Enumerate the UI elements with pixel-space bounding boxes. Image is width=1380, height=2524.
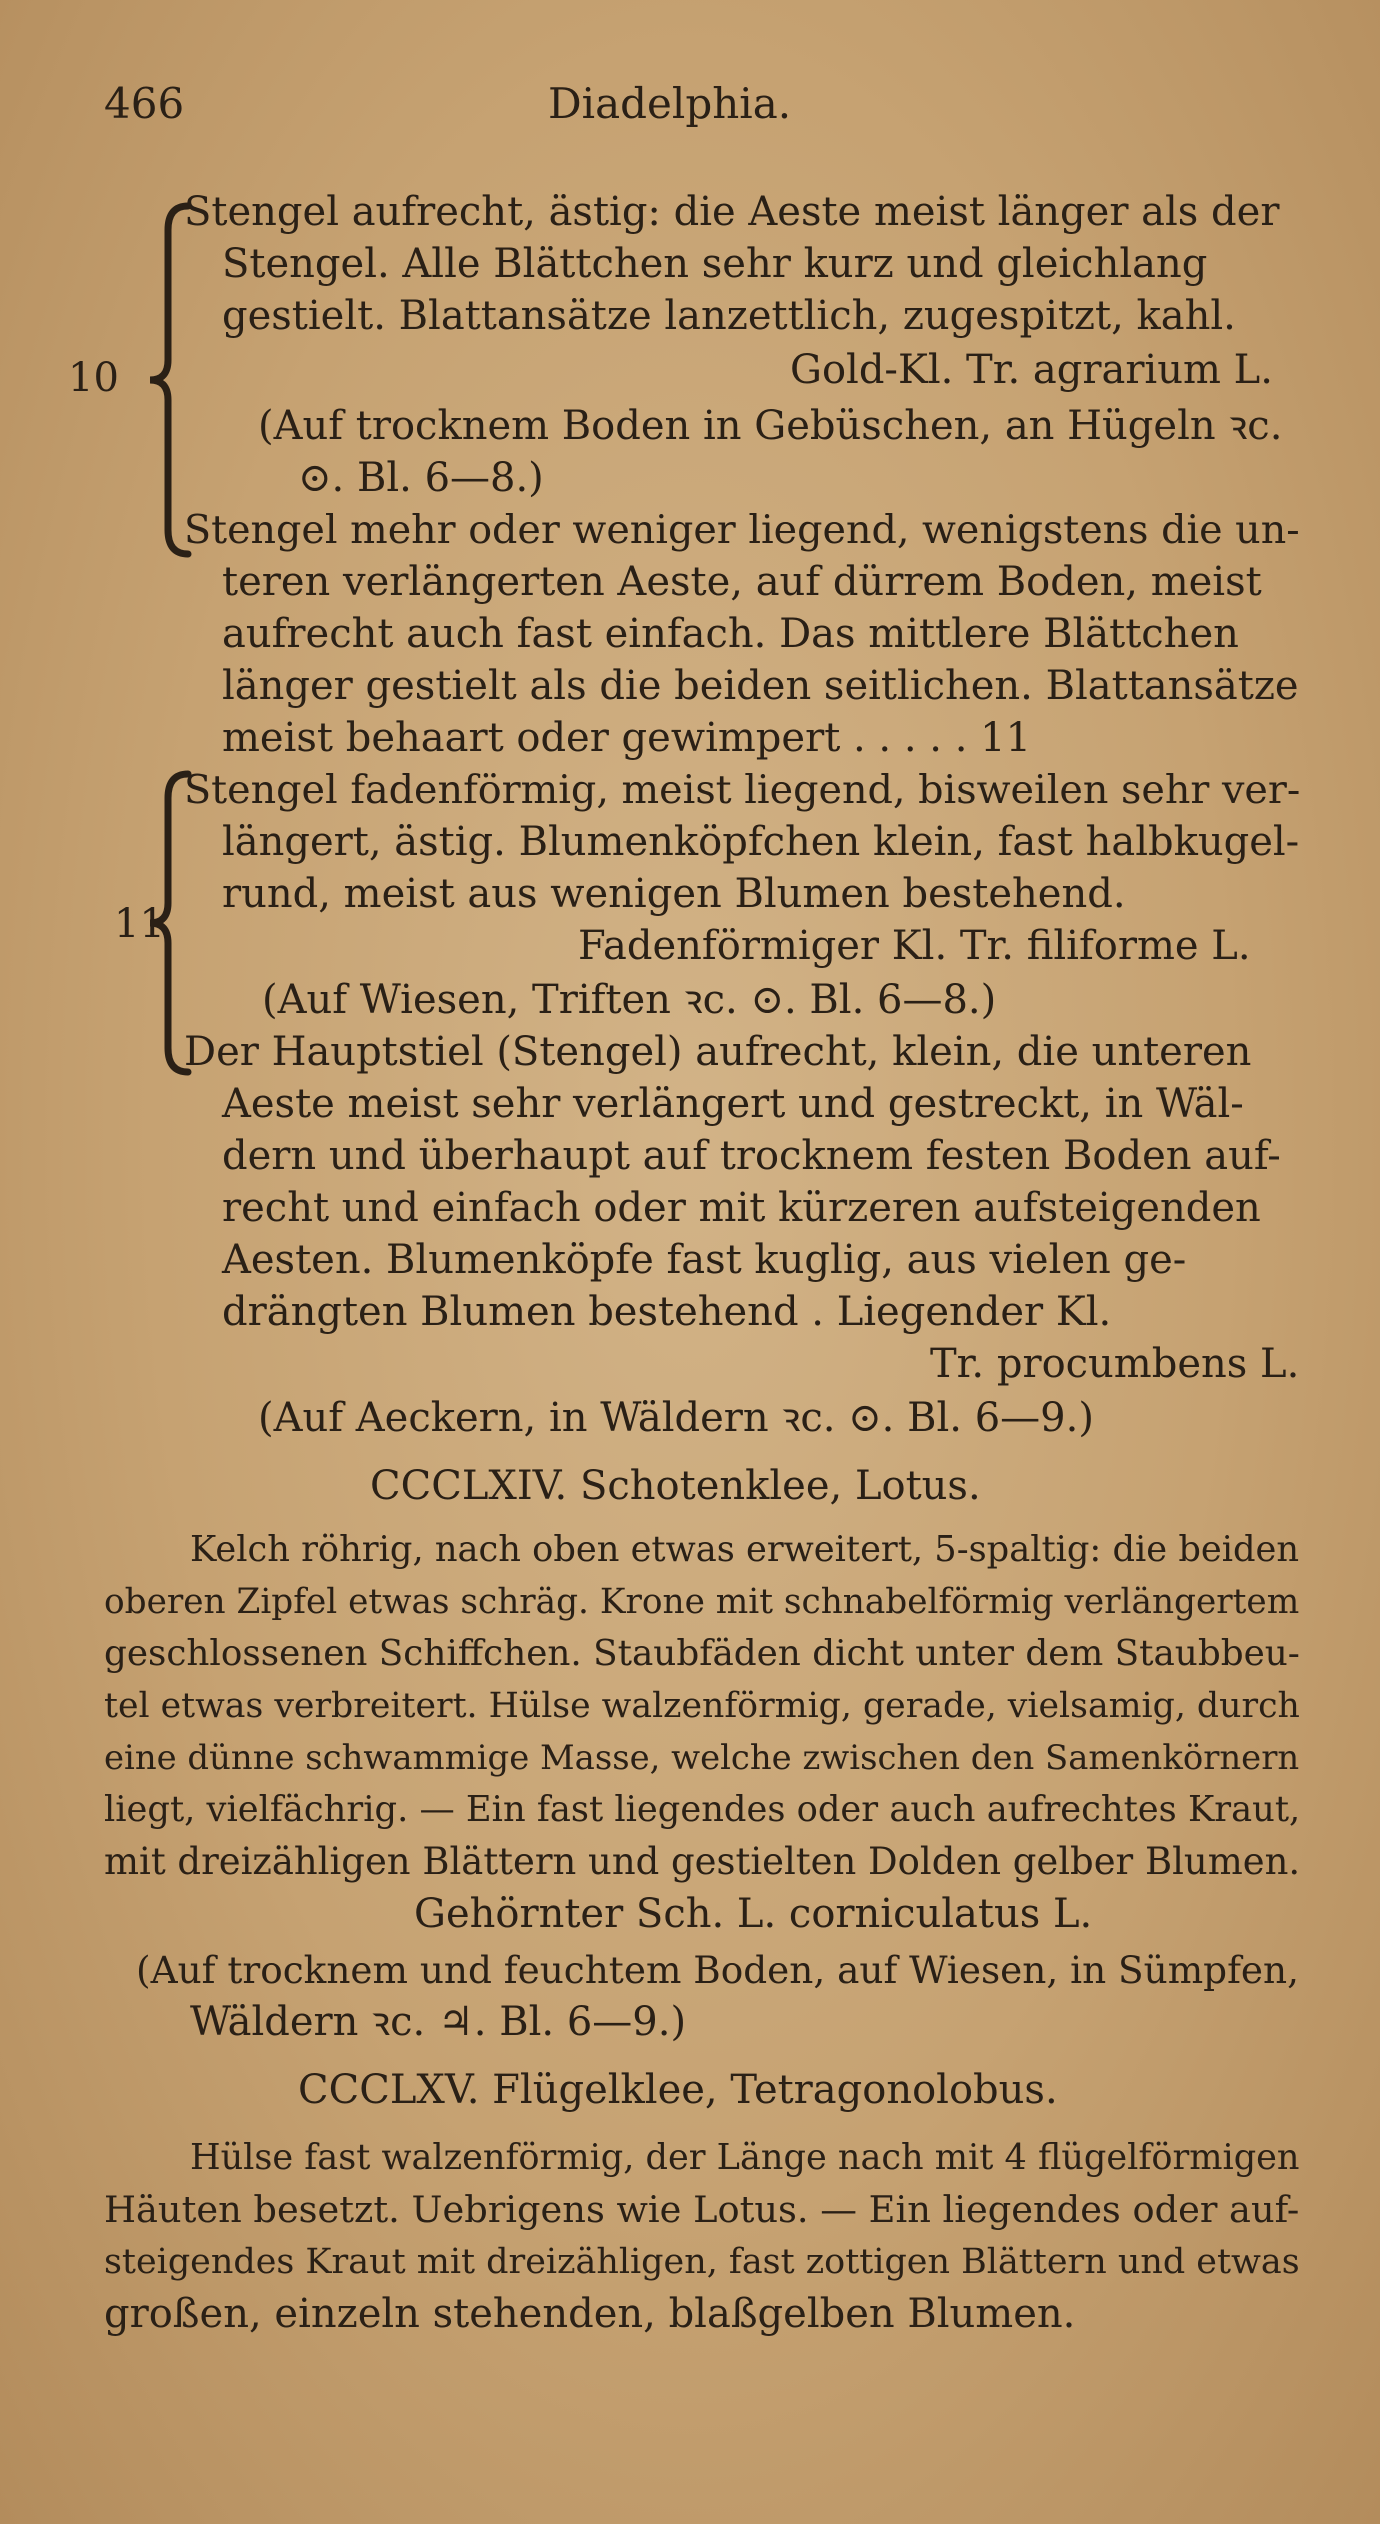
section-text-line: mit dreizähligen Blättern und gestielten Dolden gelber Blumen. bbox=[104, 1840, 1301, 1883]
key-10-line: teren verlängerten Aeste, auf dürrem Boden, meist bbox=[222, 559, 1262, 605]
section-text-line: tel etwas verbreitert. Hülse walzenförmig, gerade, vielsamig, durch bbox=[104, 1686, 1300, 1726]
section-heading: CCCLXV. Flügelklee, Tetragonolobus. bbox=[298, 2067, 1058, 2113]
key-11-number: 11 bbox=[114, 901, 165, 947]
key-10-line: ⊙. Bl. 6—8.) bbox=[298, 455, 544, 501]
key-10-line: gestielt. Blattansätze lanzettlich, zugespitzt, kahl. bbox=[222, 293, 1236, 339]
key-11-line: rund, meist aus wenigen Blumen bestehend. bbox=[222, 871, 1126, 917]
section-text-line: geschlossenen Schiffchen. Staubfäden dicht unter dem Staubbeu- bbox=[104, 1633, 1300, 1674]
key-10-line: (Auf trocknem Boden in Gebüschen, an Hügeln ꝛc. bbox=[258, 403, 1283, 449]
key-10-line: aufrecht auch fast einfach. Das mittlere Blättchen bbox=[222, 611, 1239, 657]
key-11-line: (Auf Aeckern, in Wäldern ꝛc. ⊙. Bl. 6—9.) bbox=[258, 1395, 1094, 1441]
key-10-line: Stengel mehr oder weniger liegend, wenigstens die un- bbox=[184, 507, 1300, 553]
section-text-line: (Auf trocknem und feuchtem Boden, auf Wiesen, in Sümpfen, bbox=[136, 1948, 1299, 1992]
key-10-line: Stengel. Alle Blättchen sehr kurz und gleichlang bbox=[222, 241, 1208, 287]
key-11-line: Der Hauptstiel (Stengel) aufrecht, klein, die unteren bbox=[184, 1029, 1252, 1075]
running-title: Diadelphia. bbox=[548, 79, 792, 128]
section-text-line: Hülse fast walzenförmig, der Länge nach mit 4 flügelförmigen bbox=[190, 2137, 1300, 2178]
key-10-line: Stengel aufrecht, ästig: die Aeste meist länger als der bbox=[184, 189, 1280, 235]
section-text-line: Wäldern ꝛc. ♃. Bl. 6—9.) bbox=[190, 1999, 687, 2045]
key-11-line: Aesten. Blumenköpfe fast kuglig, aus vielen ge- bbox=[222, 1237, 1187, 1283]
key-11-line: recht und einfach oder mit kürzeren aufsteigenden bbox=[222, 1185, 1261, 1231]
key-11-line: längert, ästig. Blumenköpfchen klein, fast halbkugel- bbox=[222, 819, 1300, 865]
section-text-line: Häuten besetzt. Uebrigens wie Lotus. — Ein liegendes oder auf- bbox=[104, 2188, 1300, 2231]
key-11-line: (Auf Wiesen, Triften ꝛc. ⊙. Bl. 6—8.) bbox=[262, 977, 997, 1023]
species-name: Gehörnter Sch. L. corniculatus L. bbox=[414, 1891, 1093, 1937]
key-11-line: Aeste meist sehr verlängert und gestreckt, in Wäl- bbox=[222, 1081, 1244, 1127]
key-11-line: dern und überhaupt auf trocknem festen Boden auf- bbox=[222, 1133, 1281, 1179]
page-number: 466 bbox=[104, 79, 185, 128]
key-11-line: Stengel fadenförmig, meist liegend, bisweilen sehr ver- bbox=[184, 767, 1301, 813]
section-text-line: großen, einzeln stehenden, blaßgelben Blumen. bbox=[104, 2291, 1076, 2337]
key-11-species-name: Tr. procumbens L. bbox=[930, 1341, 1300, 1387]
section-heading: CCCLXIV. Schotenklee, Lotus. bbox=[370, 1463, 981, 1509]
section-text-line: steigendes Kraut mit dreizähligen, fast zottigen Blättern und etwas bbox=[104, 2242, 1300, 2282]
key-10-number: 10 bbox=[68, 355, 119, 401]
key-10-line: meist behaart oder gewimpert . . . . . 11 bbox=[222, 715, 1032, 761]
section-text-line: oberen Zipfel etwas schräg. Krone mit schnabelförmig verlängertem bbox=[104, 1582, 1300, 1622]
key-11-species-name: Fadenförmiger Kl. Tr. filiforme L. bbox=[578, 923, 1251, 969]
section-text-line: Kelch röhrig, nach oben etwas erweitert, 5-spaltig: die beiden bbox=[190, 1529, 1300, 1570]
key-10-line: länger gestielt als die beiden seitlichen. Blattansätze bbox=[222, 663, 1299, 709]
section-text-line: liegt, vielfächrig. — Ein fast liegendes oder auch aufrechtes Kraut, bbox=[104, 1789, 1301, 1830]
key-11-line: drängten Blumen bestehend . Liegender Kl. bbox=[222, 1289, 1112, 1335]
section-text-line: eine dünne schwammige Masse, welche zwischen den Samenkörnern bbox=[104, 1738, 1300, 1777]
key-10-species-name: Gold-Kl. Tr. agrarium L. bbox=[790, 347, 1273, 393]
